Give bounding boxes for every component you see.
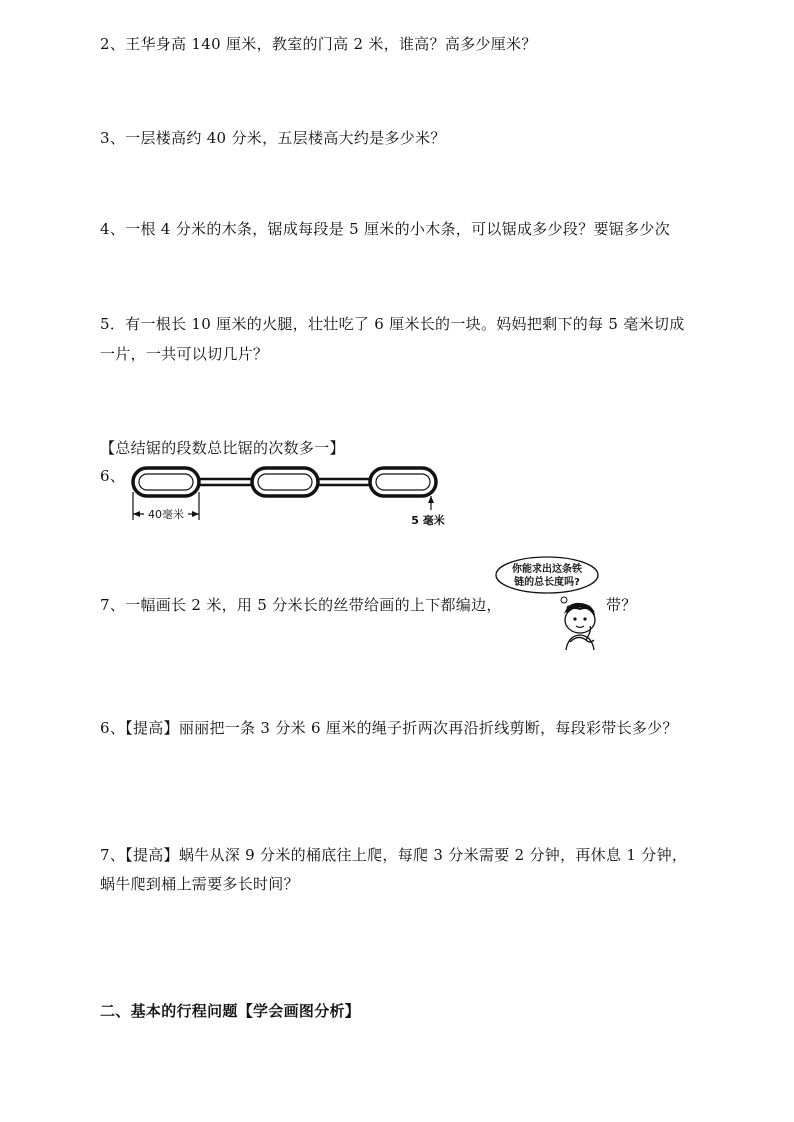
thickness-label: 5 毫米 xyxy=(411,514,445,527)
length-label: 40毫米 xyxy=(148,508,184,521)
chain-link-3-inner xyxy=(376,474,430,490)
chain-link-1 xyxy=(133,468,199,496)
thickness-arrow xyxy=(428,496,434,503)
bubble-line-2: 链的总长度吗? xyxy=(514,577,580,588)
chain-link-2-inner xyxy=(258,474,312,490)
question-7b-line2: 蜗牛爬到桶上需要多长时间？ xyxy=(100,875,299,893)
thinking-kid-illustration xyxy=(494,556,606,652)
chain-link-2 xyxy=(252,468,318,496)
dim-arrow-right xyxy=(192,511,199,517)
section-heading: 二、基本的行程问题【学会画图分析】 xyxy=(100,1002,361,1020)
kid-eye-right xyxy=(583,617,586,620)
question-5-line2: 一片，一共可以切几片？ xyxy=(100,345,269,363)
summary-note: 【总结锯的段数总比锯的次数多一】 xyxy=(100,439,345,457)
question-6-label: 6、 xyxy=(100,467,126,485)
chain-link-3 xyxy=(370,468,436,496)
chain-link-1-inner xyxy=(139,474,193,490)
question-7-tail: 带？ xyxy=(606,596,637,614)
question-3: 3、一层楼高约 40 分米，五层楼高大约是多少米？ xyxy=(100,129,446,147)
question-2: 2、王华身高 140 厘米，教室的门高 2 米，谁高？高多少厘米？ xyxy=(100,35,537,53)
bubble-line-1: 你能求出这条铁 xyxy=(512,564,582,575)
dim-arrow-left xyxy=(133,511,140,517)
question-7b-line1: 7、【提高】蜗牛从深 9 分米的桶底往上爬，每爬 3 分米需要 2 分钟，再休息 1 分钟， xyxy=(100,846,688,864)
thought-dot-1 xyxy=(561,597,567,603)
question-5-line1: 5．有一根长 10 厘米的火腿，壮壮吃了 6 厘米长的一块。妈妈把剩下的每 5 毫米切成 xyxy=(100,315,685,333)
kid-eye-left xyxy=(573,617,576,620)
kid-figure xyxy=(564,603,595,650)
question-6b: 6、【提高】丽丽把一条 3 分米 6 厘米的绳子折两次再沿折线剪断，每段彩带长多少？ xyxy=(100,719,678,737)
chain-diagram xyxy=(96,462,456,528)
question-7: 7、一幅画长 2 米，用 5 分米长的丝带给画的上下都编边， xyxy=(100,596,502,614)
question-4: 4、一根 4 分米的木条，锯成每段是 5 厘米的小木条，可以锯成多少段？要锯多少次 xyxy=(100,220,671,238)
